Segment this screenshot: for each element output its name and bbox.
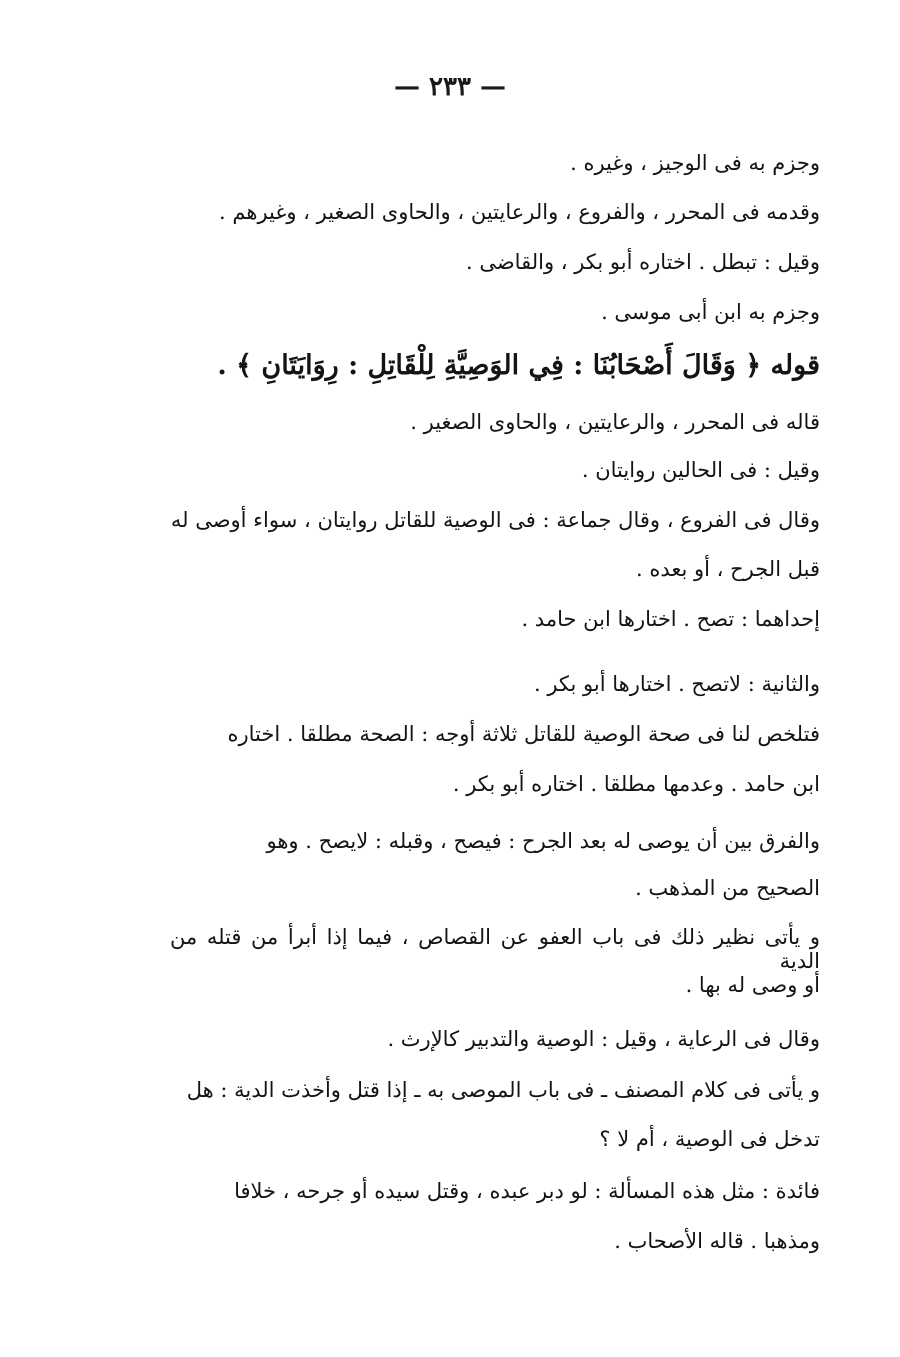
text-line: الصحيح من المذهب . xyxy=(635,876,820,900)
text-line: وجزم به ابن أبى موسى . xyxy=(601,300,820,324)
text-line: وقيل : تبطل . اختاره أبو بكر ، والقاضى . xyxy=(466,250,820,274)
text-line: إحداهما : تصح . اختارها ابن حامد . xyxy=(521,607,820,631)
text-line: وجزم به فى الوجيز ، وغيره . xyxy=(570,151,820,175)
text-line: والفرق بين أن يوصى له بعد الجرح : فيصح ، وقبله : لايصح . وهو xyxy=(266,829,820,853)
text-line: قبل الجرح ، أو بعده . xyxy=(635,557,820,581)
text-line: فتلخص لنا فى صحة الوصية للقاتل ثلاثة أوجه : الصحة مطلقا . اختاره xyxy=(227,722,820,746)
text-line: وقدمه فى المحرر ، والفروع ، والرعايتين ، والحاوى الصغير ، وغيرهم . xyxy=(219,200,820,224)
page-number: — ٢٣٣ — xyxy=(393,72,507,102)
text-line: وقال فى الرعاية ، وقيل : الوصية والتدبير كالإرث . xyxy=(387,1027,820,1051)
text-line: و يأتى نظير ذلك فى باب العفو عن القصاص ، فيما إذا أبرأ من قتله من الدية xyxy=(170,925,820,973)
text-line: فائدة : مثل هذه المسألة : لو دبر عبده ، وقتل سيده أو جرحه ، خلافا xyxy=(234,1179,820,1203)
text-line: وقيل : فى الحالين روايتان . xyxy=(581,458,820,482)
text-line: وقال فى الفروع ، وقال جماعة : فى الوصية للقاتل روايتان ، سواء أوصى له xyxy=(170,508,820,532)
text-line: ومذهبا . قاله الأصحاب . xyxy=(614,1229,820,1253)
text-line: أو وصى له بها . xyxy=(685,973,820,997)
heading-line: قوله ﴿ وَقَالَ أَصْحَابُنَا : فِي الوَصِيَّةِ لِلْقَاتِلِ : رِوَايَتَانِ ﴾ . xyxy=(217,350,820,381)
text-line: تدخل فى الوصية ، أم لا ؟ xyxy=(599,1127,820,1151)
text-line: قاله فى المحرر ، والرعايتين ، والحاوى الصغير . xyxy=(410,410,820,434)
text-line: و يأتى فى كلام المصنف ـ فى باب الموصى به ـ إذا قتل وأخذت الدية : هل xyxy=(186,1078,820,1102)
text-line: والثانية : لاتصح . اختارها أبو بكر . xyxy=(533,672,820,696)
text-line: ابن حامد . وعدمها مطلقا . اختاره أبو بكر . xyxy=(452,772,820,796)
